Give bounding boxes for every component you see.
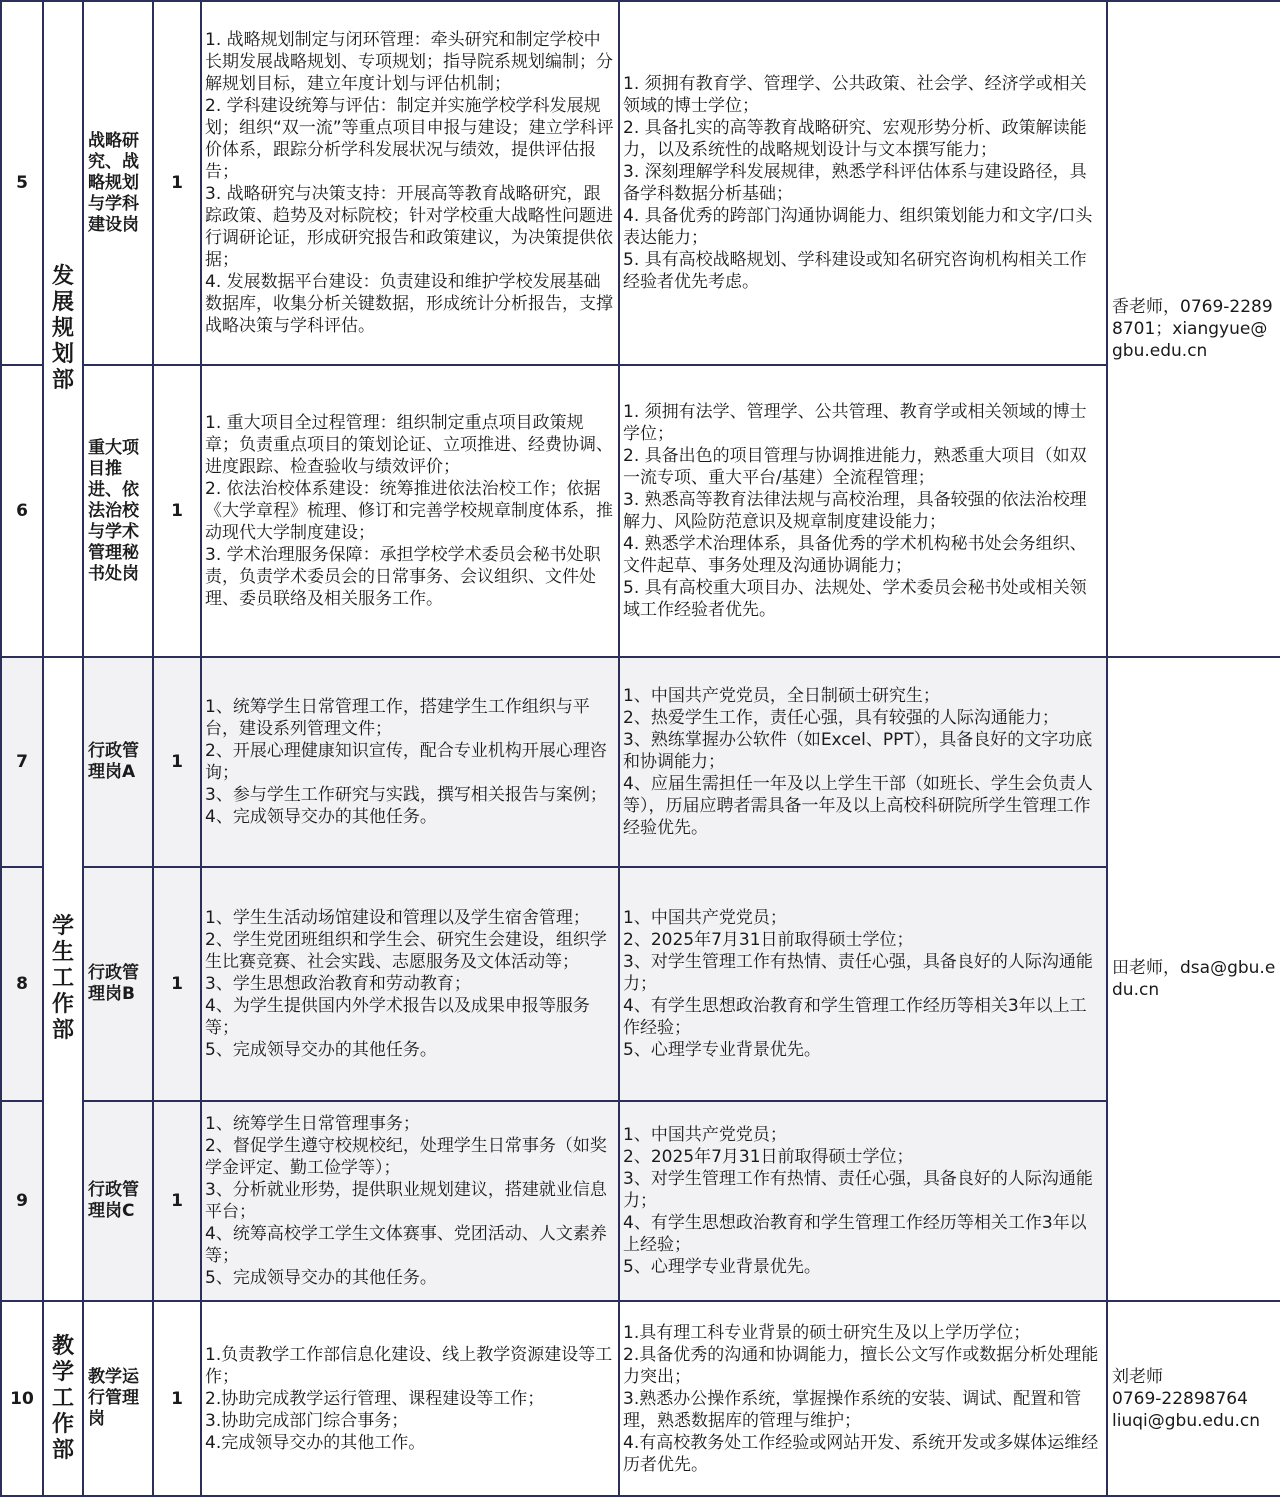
duty-item: 3、学生思想政治教育和劳动教育；: [205, 974, 471, 994]
duty-item: 5、完成领导交办的其他任务。: [205, 1040, 437, 1060]
duties-cell: [201, 1301, 619, 1496]
requirement-item: 4. 熟悉学术治理体系，具备优秀的学术机构秘书处会务组织、文件起草、事务处理及沟通协调能力；: [623, 534, 1087, 576]
requirements-cell: [619, 1301, 1107, 1496]
requirements-cell: [619, 1, 1107, 365]
duties-cell: [201, 867, 619, 1101]
requirement-item: 4、有学生思想政治教育和学生管理工作经历等相关3年以上工作经验；: [623, 996, 1087, 1038]
requirement-item: 2、2025年7月31日前取得硕士学位；: [623, 930, 914, 950]
duty-item: 3.协助完成部门综合事务；: [205, 1410, 409, 1431]
headcount: 1: [153, 657, 201, 867]
row-number: 6: [1, 365, 43, 657]
contact-name: 刘老师: [1112, 1366, 1163, 1387]
requirement-item: 1. 须拥有教育学、管理学、公共政策、社会学、经济学或相关领域的博士学位；: [623, 74, 1087, 116]
row-number: 5: [1, 1, 43, 365]
contact-planning: 香老师，0769-22898701；xiangyue@gbu.edu.cn: [1107, 1, 1280, 657]
duty-item: 4、完成领导交办的其他任务。: [205, 807, 437, 827]
row-number: 7: [1, 657, 43, 867]
table-row: [1, 1301, 1280, 1496]
duty-item: 3. 学术治理服务保障：承担学校学术委员会秘书处职责，负责学术委员会的日常事务、会议组织、文件处理、委员联络及相关服务工作。: [205, 545, 601, 609]
duties-cell: [201, 365, 619, 657]
duty-item: 2.协助完成教学运行管理、课程建设等工作；: [205, 1388, 545, 1409]
post-name: 教学运行管理岗: [83, 1301, 153, 1496]
table-row: [1, 657, 1280, 867]
duty-item: 2、开展心理健康知识宣传，配合专业机构开展心理咨询；: [205, 741, 607, 783]
duty-item: 4. 发展数据平台建设：负责建设和维护学校发展基础数据库，收集分析关键数据，形成统计分析报告，支撑战略决策与学科评估。: [205, 272, 613, 336]
requirement-item: 3、对学生管理工作有热情、责任心强，具备良好的人际沟通能力；: [623, 952, 1093, 994]
requirement-item: 4. 具备优秀的跨部门沟通协调能力、组织策划能力和文字/口头表达能力；: [623, 206, 1093, 248]
row-number: 10: [1, 1301, 43, 1496]
requirement-item: 1、中国共产党党员，全日制硕士研究生；: [623, 686, 940, 706]
headcount: 1: [153, 1101, 201, 1301]
requirement-item: 4.有高校教务处工作经验或网站开发、系统开发或多媒体运维经历者优先。: [623, 1432, 1099, 1475]
duty-item: 2. 依法治校体系建设：统筹推进依法治校工作；依据《大学章程》梳理、修订和完善学校规章制度体系，推动现代大学制度建设；: [205, 479, 613, 543]
headcount: 1: [153, 365, 201, 657]
contact-email: liuqi@gbu.edu.cn: [1112, 1410, 1261, 1431]
contact-student: 田老师，dsa@gbu.edu.cn: [1107, 657, 1280, 1301]
headcount: 1: [153, 1301, 201, 1496]
table-row: [1, 1101, 1280, 1301]
requirement-item: 3、对学生管理工作有热情、责任心强，具备良好的人际沟通能力；: [623, 1169, 1093, 1211]
duty-item: 4.完成领导交办的其他工作。: [205, 1432, 426, 1453]
requirement-item: 1、中国共产党党员；: [623, 908, 787, 928]
duty-item: 1、统筹学生日常管理事务；: [205, 1114, 420, 1134]
requirement-item: 1、中国共产党党员；: [623, 1125, 787, 1145]
duty-item: 1、学生生活动场馆建设和管理以及学生宿舍管理；: [205, 908, 590, 928]
headcount: 1: [153, 867, 201, 1101]
requirements-cell: [619, 867, 1107, 1101]
requirement-item: 5. 具有高校战略规划、学科建设或知名研究咨询机构相关工作经验者优先考虑。: [623, 250, 1087, 292]
duty-item: 1.负责教学工作部信息化建设、线上教学资源建设等工作；: [205, 1344, 613, 1387]
duties-cell: [201, 657, 619, 867]
requirement-item: 2.具备优秀的沟通和协调能力，擅长公文写作或数据分析处理能力突出；: [623, 1344, 1099, 1387]
post-name: 行政管理岗A: [83, 657, 153, 867]
requirement-item: 2. 具备扎实的高等教育战略研究、宏观形势分析、政策解读能力，以及系统性的战略规划设计与文本撰写能力；: [623, 118, 1087, 160]
duties-cell: [201, 1, 619, 365]
requirement-item: 4、有学生思想政治教育和学生管理工作经历等相关工作3年以上经验；: [623, 1213, 1087, 1255]
department-student: 学生工作部: [43, 657, 83, 1301]
post-name: 行政管理岗B: [83, 867, 153, 1101]
post-name: 战略研究、战略规划与学科建设岗: [83, 1, 153, 365]
requirement-item: 4、应届生需担任一年及以上学生干部（如班长、学生会负责人等），历届应聘者需具备一年及以上高校科研院所学生管理工作经验优先。: [623, 774, 1093, 838]
duty-item: 3、参与学生工作研究与实践，撰写相关报告与案例；: [205, 785, 607, 805]
row-number: 9: [1, 1101, 43, 1301]
duty-item: 4、为学生提供国内外学术报告以及成果申报等服务等；: [205, 996, 590, 1038]
requirement-item: 5、心理学专业背景优先。: [623, 1257, 821, 1277]
contact-teaching: [1107, 1301, 1280, 1496]
requirement-item: 5、心理学专业背景优先。: [623, 1040, 821, 1060]
requirements-cell: [619, 657, 1107, 867]
duty-item: 3、分析就业形势，提供职业规划建议，搭建就业信息平台；: [205, 1180, 607, 1222]
duty-item: 2、学生党团班组织和学生会、研究生会建设，组织学生比赛竞赛、社会实践、志愿服务及文体活动等；: [205, 930, 607, 972]
requirement-item: 2. 具备出色的项目管理与协调推进能力，熟悉重大项目（如双一流专项、重大平台/基建）全流程管理；: [623, 446, 1087, 488]
requirement-item: 5. 具有高校重大项目办、法规处、学术委员会秘书处或相关领域工作经验者优先。: [623, 578, 1087, 620]
requirement-item: 1. 须拥有法学、管理学、公共管理、教育学或相关领域的博士学位；: [623, 402, 1087, 444]
table-row: [1, 365, 1280, 657]
requirement-item: 3、熟练掌握办公软件（如Excel、PPT），具备良好的文字功底和协调能力；: [623, 730, 1093, 772]
post-name: 重大项目推进、依法治校与学术管理秘书处岗: [83, 365, 153, 657]
requirement-item: 1.具有理工科专业背景的硕士研究生及以上学历学位；: [623, 1322, 1031, 1343]
duty-item: 2、督促学生遵守校规校纪，处理学生日常事务（如奖学金评定、勤工俭学等）；: [205, 1136, 607, 1178]
requirement-item: 3.熟悉办公操作系统，掌握操作系统的安装、调试、配置和管理，熟悉数据库的管理与维护；: [623, 1388, 1082, 1431]
requirements-cell: [619, 365, 1107, 657]
post-name: 行政管理岗C: [83, 1101, 153, 1301]
duty-item: 5、完成领导交办的其他任务。: [205, 1268, 437, 1288]
contact-phone: 0769-22898764: [1112, 1388, 1248, 1409]
duty-item: 2. 学科建设统筹与评估：制定并实施学校学科发展规划；组织“双一流”等重点项目申报与建设；建立学科评价体系，跟踪分析学科发展状况与绩效，提供评估报告；: [205, 96, 614, 182]
department-teaching: 教学工作部: [43, 1301, 83, 1496]
requirement-item: 2、2025年7月31日前取得硕士学位；: [623, 1147, 914, 1167]
requirements-cell: [619, 1101, 1107, 1301]
duties-cell: [201, 1101, 619, 1301]
headcount: 1: [153, 1, 201, 365]
table-row: [1, 1, 1280, 365]
row-number: 8: [1, 867, 43, 1101]
duty-item: 4、统筹高校学工学生文体赛事、党团活动、人文素养等；: [205, 1224, 607, 1266]
table-row: [1, 867, 1280, 1101]
duty-item: 1. 战略规划制定与闭环管理：牵头研究和制定学校中长期发展战略规划、专项规划；指导院系规划编制；分解规划目标，建立年度计划与评估机制；: [205, 30, 613, 94]
duty-item: 3. 战略研究与决策支持：开展高等教育战略研究，跟踪政策、趋势及对标院校；针对学校重大战略性问题进行调研论证，形成研究报告和政策建议，为决策提供依据；: [205, 184, 613, 270]
requirement-item: 2、热爱学生工作，责任心强，具有较强的人际沟通能力；: [623, 708, 1059, 728]
department-planning: 发展规划部: [43, 1, 83, 657]
duty-item: 1. 重大项目全过程管理：组织制定重点项目政策规章；负责重点项目的策划论证、立项推进、经费协调、进度跟踪、检查验收与绩效评价；: [205, 413, 613, 477]
requirement-item: 3. 深刻理解学科发展规律，熟悉学科评估体系与建设路径，具备学科数据分析基础；: [623, 162, 1087, 204]
duty-item: 1、统筹学生日常管理工作，搭建学生工作组织与平台，建设系列管理文件；: [205, 697, 590, 739]
requirement-item: 3. 熟悉高等教育法律法规与高校治理，具备较强的依法治校理解力、风险防范意识及规章制度建设能力；: [623, 490, 1087, 532]
